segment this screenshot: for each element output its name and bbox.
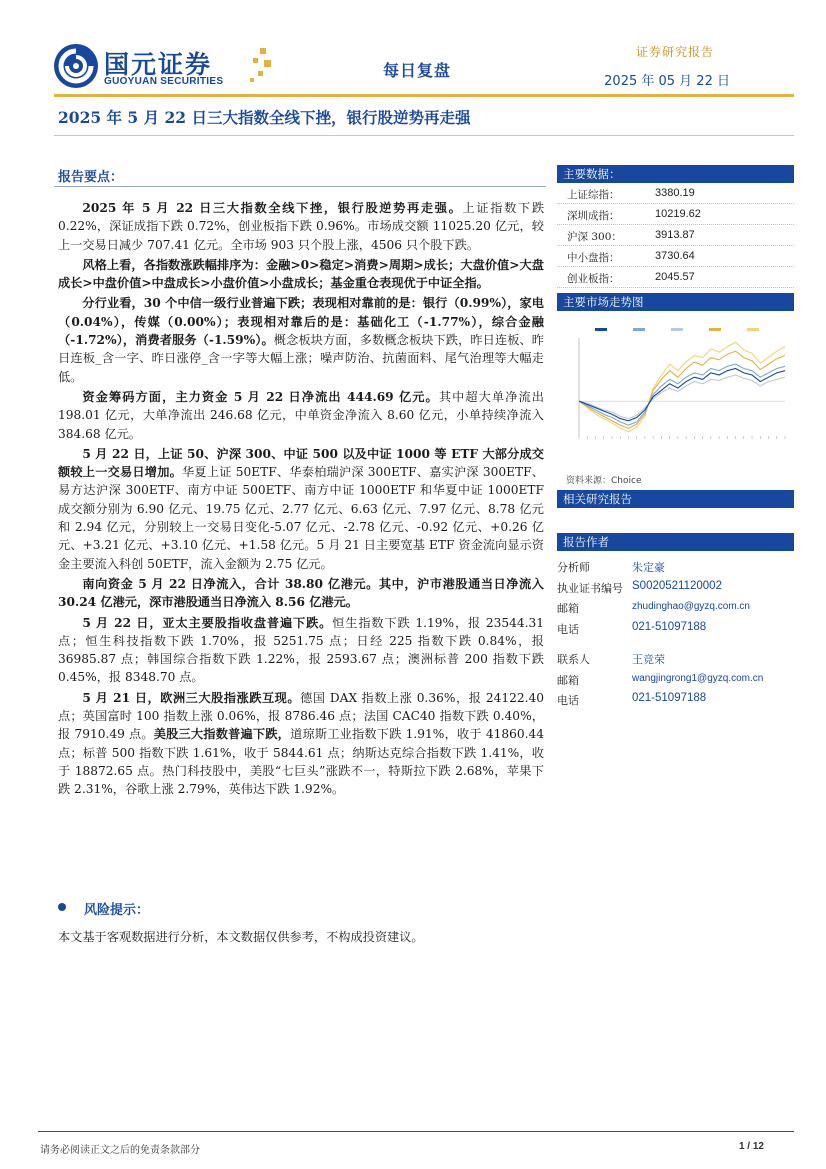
legend-swatch <box>671 328 683 331</box>
paragraph-capital-flow <box>58 388 544 443</box>
main-data-row <box>557 267 794 288</box>
data-label: 沪深 300： <box>567 231 622 243</box>
analyst-email[interactable]: zhudinghao@gyzq.com.cn <box>632 601 750 612</box>
paragraph-lead-2: 美股三大指数普遍下跌， <box>153 727 291 742</box>
legend-swatch <box>633 328 645 331</box>
paragraph-lead: 南向资金 5 月 22 日净流入，合计 38.80 亿港元。其中，沪市港股通当日净流入 30.24 亿港元，深市港股通当日净流入 8.56 亿港元。 <box>58 576 544 610</box>
paragraph-text: 华夏上证 50ETF、华泰柏瑞沪深 300ETF、嘉实沪深 300ETF、易方达沪深 300ETF、南方中证 500ETF、南方中证 1000ETF 和华夏中证 1000ETF 成交额分别为 6.90 亿元、19.75 亿元、2.77 亿元、6.63 亿元、7.97 亿元、8.78 亿元和 2.94 亿元，分别较上一交易日变化-5.07 亿元、-2.78 亿元、-0.92 亿元、+0.26 亿元、+3.21 亿元、+3.10 亿元、+1.58 亿元。5 月 21 日主要宽基 ETF 资金流向显示资金主要流入科创 50ETF，流入金额为 2.75 亿元。 <box>58 465 544 571</box>
legend-swatch <box>709 328 721 331</box>
paragraph-lead: 2025 年 5 月 22 日三大指数全线下挫，银行股逆势再走强。 <box>82 201 463 215</box>
data-label: 创业板指： <box>567 273 620 285</box>
author-label: 邮箱 <box>557 602 579 615</box>
chart-title: 主要市场走势图 <box>557 293 794 311</box>
bullet-icon <box>58 903 66 911</box>
certificate-number: S0020521120002 <box>632 579 722 592</box>
company-logo <box>54 44 274 90</box>
main-data-row <box>557 183 794 204</box>
logo-emblem-icon <box>54 44 98 88</box>
legend-swatch <box>747 328 759 331</box>
author-row <box>557 618 794 639</box>
author-row <box>557 597 794 618</box>
author-title: 报告作者 <box>557 533 794 551</box>
main-data-title: 主要数据： <box>557 165 794 183</box>
paragraph-text: 德国 DAX 指数上涨 0.36%，报 24122.40 点；英国富时 100 指数上涨 0.06%，报 8786.46 点；法国 CAC40 指数下跌 0.40%，报 7910.49 点。 <box>58 690 544 742</box>
data-label: 深圳成指： <box>567 210 620 222</box>
contact-phone: 021-51097188 <box>632 692 707 704</box>
paragraph-text: 上证指数下跌 0.22%，深证成指下跌 0.72%，创业板指下跌 0.96%。市场成交额 11025.20 亿元，较上一交易日减少 707.41 亿元。全市场 903 只个股上涨，4506 只个股下跌。 <box>58 201 545 252</box>
legend-swatch <box>595 328 607 331</box>
summary-divider <box>54 186 546 187</box>
logo-english-name: GUOYUAN SECURITIES <box>104 76 224 87</box>
paragraph-lead: 资金筹码方面，主力资金 5 月 22 日净流出 444.69 亿元。 <box>82 389 439 404</box>
paragraph-etf <box>58 445 544 573</box>
data-label: 中小盘指： <box>567 252 620 264</box>
author-row <box>557 689 794 710</box>
risk-heading: 风险提示： <box>84 903 150 918</box>
header-divider <box>54 94 794 97</box>
data-value: 10219.62 <box>655 208 701 220</box>
main-data-row <box>557 204 794 225</box>
paragraph-text: 其中超大单净流出 198.01 亿元，大单净流出 246.68 亿元，中单资金净流入 8.60 亿元，小单持续净流入 384.68 亿元。 <box>58 389 544 441</box>
chart-series-line <box>579 368 785 420</box>
paragraph-lead: 5 月 22 日，上证 50、沪深 300、中证 500 以及中证 1000 等 ETF 大部分成交额较上一交易日增加。 <box>58 446 544 480</box>
paragraph-lead: 5 月 21 日，欧洲三大股指涨跌互现。 <box>82 690 301 705</box>
analyst-phone: 021-51097188 <box>632 620 707 633</box>
paragraph-lead: 分行业看，30 个中信一级行业普遍下跌；表现相对靠前的是：银行（0.99%），家电（0.04%），传媒（0.00%）；表现相对靠后的是：基础化工（-1.77%），综合金融（-1.72%），消费者服务（-1.59%）。 <box>58 296 544 348</box>
data-value: 3730.64 <box>655 250 695 262</box>
page-title: 2025 年 5 月 22 日三大指数全线下挫，银行股逆势再走强 <box>58 108 471 127</box>
logo-chinese-name: 国元证券 <box>104 50 213 79</box>
author-label: 执业证书编号 <box>557 581 623 595</box>
data-value: 3913.87 <box>655 229 695 241</box>
paragraph-europe-us <box>58 689 544 799</box>
paragraph-text-2: 道琼斯工业指数下跌 1.91%，收于 41860.44 点；标普 500 指数下跌 1.61%，收于 5844.61 点；纳斯达克综合指数下跌 1.41%，收于 18872.65 点。热门科技股中，美股“七巨头”涨跌不一，特斯拉下跌 2.68%，苹果下跌 2.31%，谷歌上涨 2.79%，英伟达下跌 1.92%。 <box>58 727 544 797</box>
main-data-row <box>557 225 794 246</box>
related-reports-title: 相关研究报告 <box>557 490 794 508</box>
main-data-table <box>557 183 794 288</box>
author-row <box>557 577 794 598</box>
document-type: 每日复盘 <box>383 61 452 80</box>
page-number: 1 / 12 <box>738 1141 764 1152</box>
chart-series-line <box>579 375 785 419</box>
risk-text: 本文基于客观数据进行分析，本文数据仅供参考，不构成投资建议。 <box>58 930 424 944</box>
author-row <box>557 556 794 577</box>
author-info <box>557 556 794 710</box>
main-data-row <box>557 246 794 267</box>
author-label: 电话 <box>557 694 579 707</box>
chart-source: 资料来源：Choice <box>566 476 642 486</box>
market-trend-chart <box>557 324 794 466</box>
report-summary-body <box>58 199 544 801</box>
author-label: 电话 <box>557 622 579 636</box>
paragraph-lead: 5 月 22 日，亚太主要股指收盘普遍下跌。 <box>82 615 333 630</box>
author-label: 联系人 <box>557 653 590 666</box>
report-date: 2025 年 05 月 22 日 <box>604 74 730 89</box>
disclaimer-notice: 请务必阅读正文之后的免责条款部分 <box>40 1145 200 1156</box>
analyst-name: 朱定豪 <box>632 561 665 574</box>
author-label: 邮箱 <box>557 673 579 687</box>
paragraph-style <box>58 256 544 293</box>
contact-email[interactable]: wangjingrong1@gyzq.com.cn <box>632 672 764 684</box>
chart-series-line <box>579 342 785 431</box>
paragraph-text: 恒生指数下跌 1.19%，报 23544.31 点；恒生科技指数下跌 1.70%，报 5251.75 点；日经 225 指数下跌 0.84%，报 36985.87 点；韩国综合指数下跌 1.22%，报 2593.67 点；澳洲标普 200 指数下跌 0.45%，报 8348.70 点。 <box>58 615 544 685</box>
footer-divider <box>38 1131 794 1132</box>
contact-name: 王竞荣 <box>632 653 665 666</box>
data-value: 2045.57 <box>655 271 695 283</box>
author-row <box>557 669 794 690</box>
logo-spark-icon <box>250 46 274 86</box>
data-value: 3380.19 <box>655 187 695 199</box>
author-row <box>557 648 794 669</box>
paragraph-industry <box>58 294 544 385</box>
paragraph-southbound <box>58 575 544 612</box>
report-label: 证券研究报告 <box>635 45 714 59</box>
paragraph-market-overview <box>58 199 544 254</box>
paragraph-asia-pacific <box>58 614 544 687</box>
data-label: 上证综指： <box>567 189 620 201</box>
title-divider <box>54 135 794 136</box>
paragraph-text: 概念板块方面，多数概念板块下跌，昨日连板、昨日连板_含一字、昨日涨停_含一字等大幅上涨；噪声防治、抗菌面料、尾气治理等大幅走低。 <box>58 333 544 384</box>
paragraph-lead: 风格上看，各指数涨跌幅排序为：金融>0>稳定>消费>周期>成长；大盘价值>大盘成长>中盘价值>中盘成长>小盘价值>小盘成长；基金重仓表现优于中证全指。 <box>58 257 544 291</box>
author-label: 分析师 <box>557 561 590 574</box>
summary-heading: 报告要点： <box>58 170 124 185</box>
